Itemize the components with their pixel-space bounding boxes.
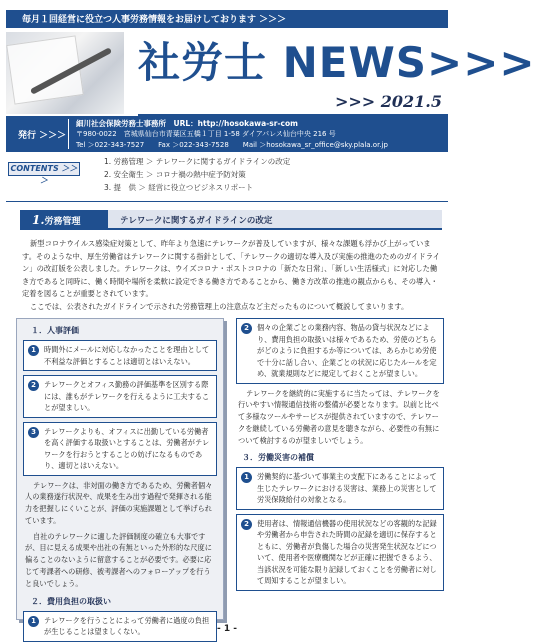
pen-paper-photo	[6, 32, 124, 114]
banner	[6, 28, 536, 114]
publisher-bar	[6, 116, 448, 152]
contents-item: 1. 労務管理 ＞ テレワークに関するガイドラインの改定	[104, 157, 291, 166]
number-badge: 2	[28, 380, 39, 391]
point-text: テレワークよりも、オフィスに出勤している労働者を高く評価する取扱いとすることは、労働者がテレワークを行おうとすることの妨げになるものであり、適切とはいえない。	[44, 426, 210, 470]
intro-paragraph: 新型コロナウイルス感染症対策として、昨年より急速にテレワークが普及していますが、様々な課題も浮かび上がっています。そのような中、厚生労働省はテレワークに関する指針として、「テレワークの適切な導入及び実施の推進のためのガイドライン」の改訂版を公表しました。テレワークは、ウイズコロナ・ポストコロナの「新たな日常」、「新しい生活様式」に対応した働き方であると同時に、働く時間や場所を柔軟に設定できる働き方であることから、働き方改革の推進の観点からも、その導入・定着を図ることが重要とされています。	[22, 239, 441, 298]
publisher-contact: Tel ＞022-343-7527 Fax ＞022-343-7528 Mail ＞hosokawa_sr_office@sky.plala.or.jp	[76, 141, 388, 149]
newsletter-title: 社労士 NEWS>>>	[138, 38, 536, 87]
contents-item: 3. 提 供 ＞ 経営に役立つビジネスリポート	[104, 183, 254, 192]
section-number-tab	[20, 210, 108, 230]
point-text: テレワークを行うことによって労働者に過度の負担が生じることは望ましくない。	[44, 615, 210, 637]
contents-label: CONTENTS ＞＞＞	[8, 162, 80, 176]
number-badge: 2	[241, 519, 252, 530]
heading-cost: ２．費用負担の取扱い	[31, 596, 111, 606]
body-paragraph: テレワークは、非対面の働き方であるため、労働者個々人の業務遂行状況や、成果を生み出す過程で発揮される能力を把握しにくいことが、評価の実施課題として挙げられています。	[25, 480, 213, 525]
issue-date: >>> 2021.5	[334, 92, 442, 111]
section-number: 1.	[32, 213, 45, 227]
left-column	[16, 318, 224, 637]
number-badge: 1	[28, 616, 39, 627]
publisher-address: 〒980-0022 宮城県仙台市青葉区五橋１丁目 1-58 ダイアパレス仙台中央 216 号	[76, 130, 336, 138]
body-paragraph: 自社のテレワークに適した評価制度の確立も大事ですが、目に見える成果や出社の有無といった外形的な尺度に偏ることのないように留意することが必要です。必要に応じて考課者への研修、被考課者へのフォローアップを行うと良いでしょう。	[25, 531, 212, 588]
point-box	[23, 340, 217, 371]
tagline: 毎月１回経営に役立つ人事労務情報をお届けしております ＞＞＞	[22, 15, 287, 25]
tagline-bar	[6, 10, 448, 28]
intro-text	[22, 238, 442, 313]
right-column	[236, 318, 444, 620]
publisher-label: 発行 ＞＞＞	[18, 131, 67, 141]
section-title: テレワークに関するガイドラインの改定	[120, 216, 273, 226]
section-header	[20, 210, 442, 230]
point-text: テレワークとオフィス勤務の評価基準を区別する際には、誰もがテレワークを行えるように工夫することが望ましい。	[44, 380, 210, 412]
point-box	[23, 422, 217, 476]
point-text: 個々の企業ごとの業務内容、物品の貸与状況などにより、費用負担の取扱いは様々であるため、労使のどちらがどのように負担するか等については、あらかじめ労使で十分に話し合い、企業ごとの状況に応じたルールを定め、就業規則などに規定しておくことが望ましい。	[257, 323, 437, 378]
section-category: 労務管理	[44, 217, 81, 227]
point-text: 使用者は、情報通信機器の使用状況などの客観的な記録や労働者から申告された時間の記録を適切に保存するとともに、労働者が負傷した場合の災害発生状況などについて、使用者や医療機関などが正確に把握できるよう、当該状況を可能な限り記録しておくことを労働者に対して周知することが望ましい。	[257, 518, 437, 586]
publisher-name-url: 細川社会保険労務士事務所 URL：http://hosokawa-sr-com	[76, 119, 298, 128]
number-badge: 1	[241, 472, 252, 483]
point-box	[23, 375, 217, 418]
number-badge: 1	[28, 345, 39, 356]
contents-box	[6, 154, 448, 202]
point-box	[236, 467, 444, 510]
point-box	[236, 514, 444, 591]
number-badge: 3	[28, 427, 39, 438]
page-number: - 1 -	[217, 624, 237, 634]
heading-accident: ３．労働災害の補償	[242, 453, 314, 463]
contents-list	[104, 155, 290, 194]
heading-evaluation: １．人事評価	[31, 326, 79, 335]
body-paragraph: テレワークを継続的に実施するに当たっては、テレワークを行いやすい情報通信技術の整備が必要となります。以前と比べて多様なツールやサービスが提供されていますので、テレワークを継続している労働者の意見を聴きながら、必要性の有無について検討するのが望ましいでしょう。	[238, 388, 440, 445]
point-box	[236, 318, 444, 384]
point-text: 労働契約に基づいて事業主の支配下にあることによって生じたテレワークにおける災害は、業務上の災害として労災保険給付の対象となる。	[257, 472, 437, 505]
intro-paragraph: ここでは、公表されたガイドラインで示された労務管理上の注意点など主だったものについて概説してまいります。	[30, 301, 409, 311]
publisher-divider	[68, 119, 69, 149]
point-text: 時間外にメールに対応しなかったことを理由として不利益な評価とすることは適切とはいえない。	[44, 345, 210, 366]
contents-item: 2. 安全衛生 ＞ コロナ禍の熱中症予防対策	[104, 170, 246, 179]
number-badge: 2	[241, 323, 252, 334]
